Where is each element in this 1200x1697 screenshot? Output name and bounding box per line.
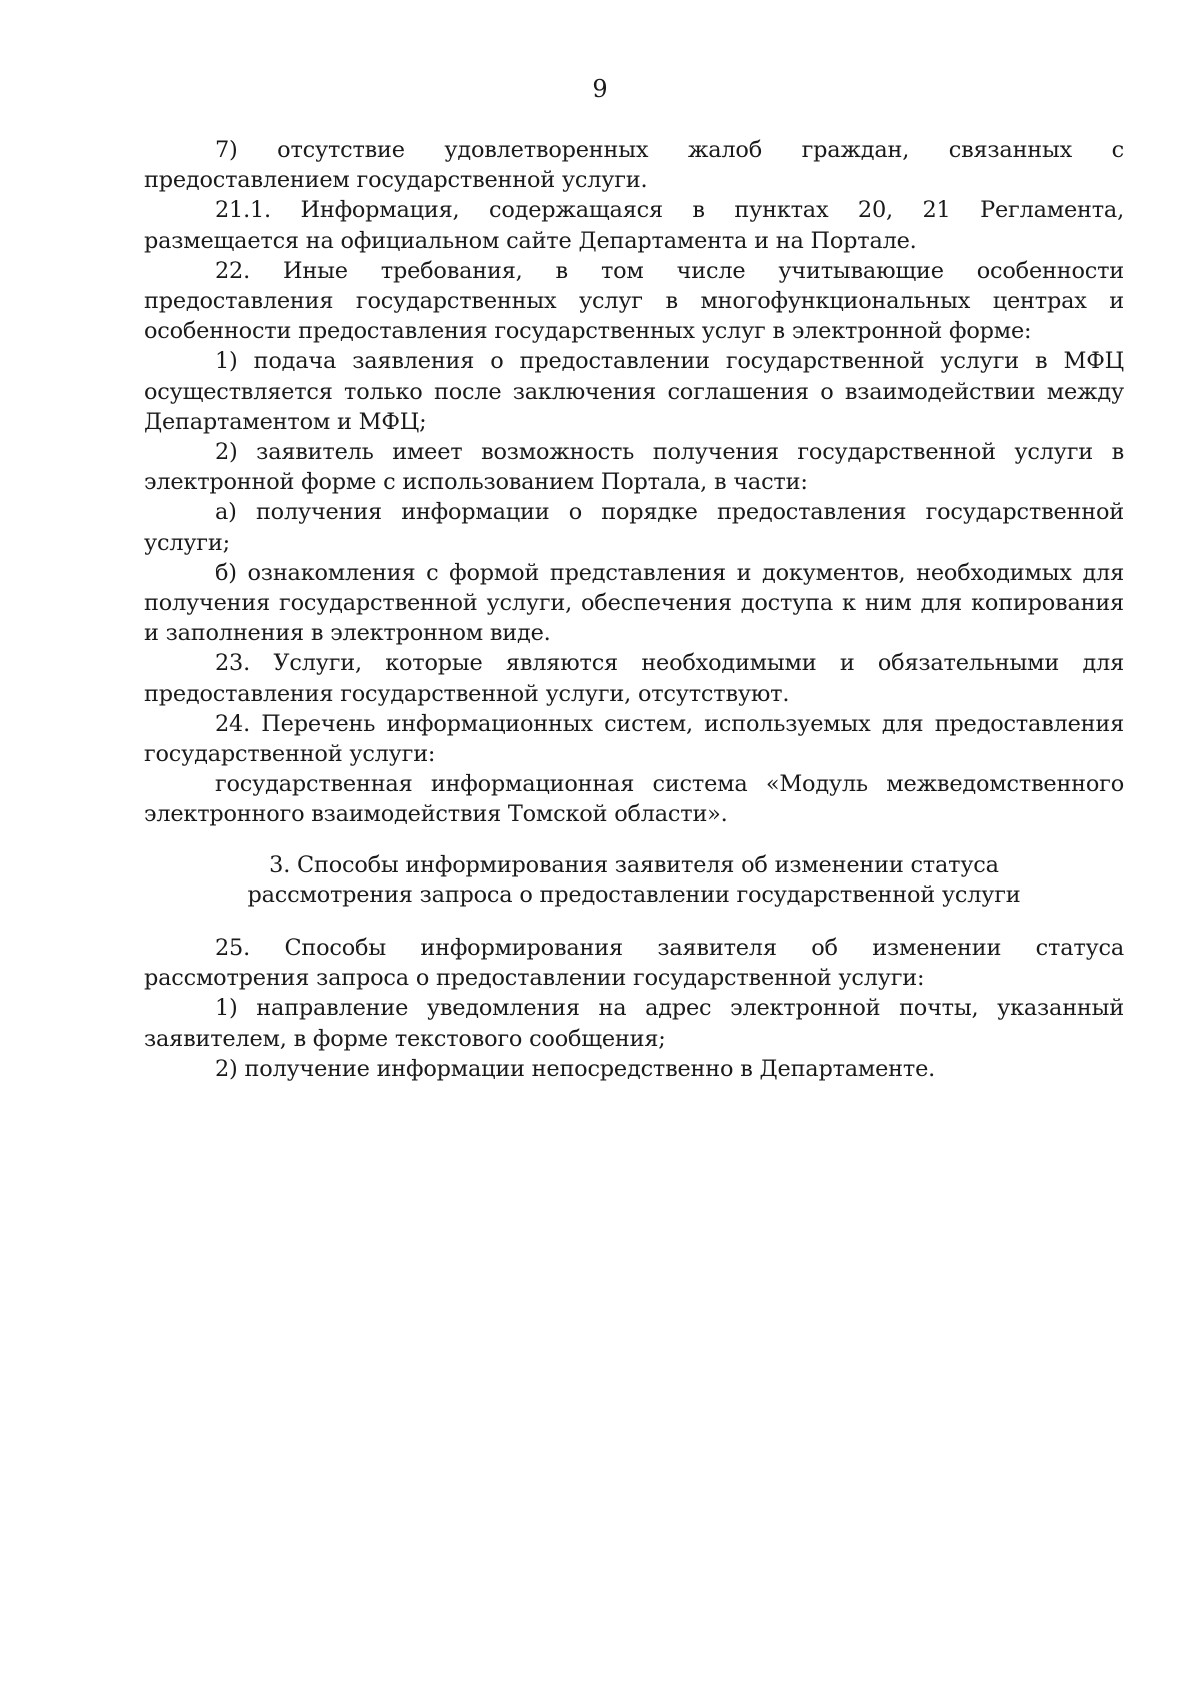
- clause-22-item-1-paragraph: 1) подача заявления о предоставлении государственной услуги в МФЦ осуществляется только после заключения соглашения о взаимодействии между Департаментом и МФЦ;: [144, 348, 1124, 435]
- clause-22-item-2-paragraph: 2) заявитель имеет возможность получения государственной услуги в электронной форме с использованием Портала, в части:: [144, 439, 1124, 496]
- clause-21-1-paragraph: 21.1. Информация, содержащаяся в пунктах 20, 21 Регламента, размещается на официальном сайте Департамента и на Портале.: [144, 197, 1124, 254]
- document-body: [144, 135, 1124, 1084]
- section-heading-line-2: рассмотрения запроса о предоставлении государственной услуги: [247, 881, 1021, 908]
- clause-22-paragraph: 22. Иные требования, в том числе учитывающие особенности предоставления государственных услуг в многофункциональных центрах и особенности предоставления государственных услуг в электронной форме:: [144, 257, 1124, 345]
- clause-25-paragraph: 25. Способы информирования заявителя об изменении статуса рассмотрения запроса о предоставлении государственной услуги:: [144, 935, 1124, 992]
- clause-22-subitem-a-paragraph: а) получения информации о порядке предоставления государственной услуги;: [144, 499, 1124, 556]
- clause-24-system-paragraph: государственная информационная система «Модуль межведомственного электронного взаимодействия Томской области».: [144, 771, 1124, 828]
- section-3-heading: [144, 850, 1124, 910]
- clause-24-paragraph: 24. Перечень информационных систем, используемых для предоставления государственной услуги:: [144, 710, 1124, 768]
- clause-25-item-2-paragraph: 2) получение информации непосредственно в Департаменте.: [215, 1055, 936, 1082]
- clause-23-paragraph: 23. Услуги, которые являются необходимыми и обязательными для предоставления государственной услуги, отсутствуют.: [144, 650, 1124, 707]
- clause-22-subitem-b-paragraph: б) ознакомления с формой представления и документов, необходимых для получения государственной услуги, обеспечения доступа к ним для копирования и заполнения в электронном виде.: [144, 559, 1124, 647]
- item-7-paragraph: 7) отсутствие удовлетворенных жалоб граждан, связанных с предоставлением государственной услуги.: [144, 137, 1124, 194]
- section-heading-line-1: 3. Способы информирования заявителя об изменении статуса: [269, 851, 999, 878]
- page-number: 9: [592, 75, 608, 103]
- clause-25-item-1-paragraph: 1) направление уведомления на адрес электронной почты, указанный заявителем, в форме текстового сообщения;: [144, 995, 1124, 1052]
